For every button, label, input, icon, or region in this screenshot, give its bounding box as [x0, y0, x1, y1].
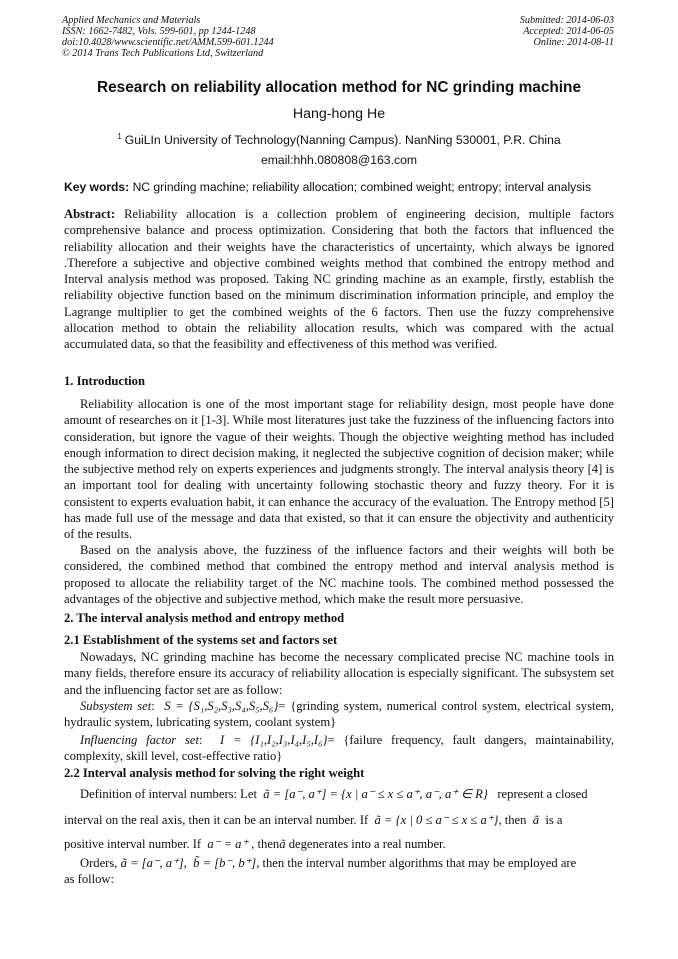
subsystem-label: Subsystem set — [80, 699, 152, 713]
section-1-heading: 1. Introduction — [64, 374, 145, 388]
definition-text-1: Definition of interval numbers: Let — [80, 787, 257, 801]
factor-formula: I = {I₁,I₂,I₃,I₄,I₅,I₆} — [220, 733, 328, 747]
section-1-paragraph-1: Reliability allocation is one of the most important stage for reliability design, most people have done amount of researches on it [1-3]. While most literatures just take the fuzziness of the influencing factors into consideration, but ignore the vague of their weights. Though the objective weighting method has included enough information to direct decision making, it neglected the subjective cognition of decision maker; while the subjective method rely on experts experiences and judgments strongly. The interval analysis theory [4] is an important tool for dealing with uncertainty following stochastic theory and fuzzy theory. For it is consistent to experts evaluation habit, it can enhance the accuracy of the evaluation. The Entropy method [5] has made full use of the message and data that existed, so that it can ensure the objectivity and authenticity of the results. — [64, 397, 614, 542]
author-email[interactable]: email:hhh.080808@163.com — [260, 153, 417, 167]
orders-line-2: as follow: — [64, 872, 115, 886]
orders-formula-a: ã = [a⁻, a⁺] — [120, 856, 184, 870]
submitted-date: Submitted: 2014-06-03 — [519, 15, 614, 26]
journal-issn: ISSN: 1662-7482, Vols. 599-601, pp 1244-1248 — [62, 26, 256, 37]
definition-text-6: positive interval number. If — [64, 837, 202, 851]
journal-doi[interactable]: doi:10.4028/www.scientific.net/AMM.599-601.1244 — [62, 37, 274, 48]
positive-interval-formula: ã = {x | 0 ≤ a⁻ ≤ x ≤ a⁺} — [374, 813, 499, 827]
definition-line-1 — [64, 786, 614, 802]
section-1-paragraph-2: Based on the analysis above, the fuzziness of the influence factors and their weights will both be considered, the combined method that combined the entropy method and interval analysis method is proposed to allocate the reliability target of the NC machine tools. The combined method possessed the advantages of the objective and subjective method, which make the result more persuasive. — [64, 543, 614, 606]
definition-text-4: , then — [498, 813, 527, 827]
definition-text-5: is a — [545, 813, 563, 827]
keywords — [64, 180, 624, 194]
degenerate-formula: a⁻ = a⁺ — [207, 837, 249, 851]
definition-text-2: represent a closed — [497, 787, 588, 801]
section-2-heading: 2. The interval analysis method and entropy method — [64, 611, 345, 625]
affiliation — [40, 132, 638, 147]
factor-text: = {failure frequency, fault dangers, maintainability, complexity, skill level, cost-effective ratio} — [64, 733, 614, 764]
factor-label: Influencing factor set — [80, 733, 199, 747]
orders-separator: , — [183, 856, 187, 870]
accepted-date: Accepted: 2014-06-05 — [523, 26, 614, 37]
definition-text-8: degenerates into a real number. — [288, 837, 446, 851]
journal-header — [62, 15, 274, 59]
orders-text-1: Orders, — [80, 856, 118, 870]
orders-formula-b: b̃ = [b⁻, b⁺] — [193, 856, 257, 870]
affiliation-text: GuiLIn University of Technology(Nanning Campus). NanNing 530001, P.R. China — [124, 133, 561, 147]
subsystem-set: Subsystem set: S = {S₁,S₂,S₃,S₄,S₅,S₆}= {grinding system, numerical control system, electrical system, hydraulic system, lubricating system, coolant system} — [64, 699, 615, 730]
orders-line — [64, 855, 614, 871]
dates-header — [520, 15, 614, 48]
factor-set: Influencing factor set: I = {I₁,I₂,I₃,I₄,I₅,I₆}= {failure frequency, fault dangers, maintainability, complexity, skill level, cost-effective ratio} — [64, 733, 614, 764]
keywords-text: NC grinding machine; reliability allocation; combined weight; entropy; interval analysis — [132, 180, 592, 194]
definition-line-3 — [64, 836, 614, 852]
section-2-2-heading: 2.2 Interval analysis method for solving the right weight — [64, 766, 365, 780]
online-date: Online: 2014-08-11 — [533, 37, 614, 48]
journal-copyright: © 2014 Trans Tech Publications Ltd, Switzerland — [62, 48, 264, 59]
section-2-1-heading: 2.1 Establishment of the systems set and factors set — [64, 633, 338, 647]
a-tilde-symbol: ã — [532, 813, 540, 827]
keywords-label: Key words: — [64, 180, 130, 194]
affiliation-mark: 1 — [117, 132, 122, 141]
a-tilde-symbol-2: ã — [279, 837, 286, 851]
abstract — [64, 206, 614, 353]
subsystem-text: = {grinding system, numerical control system, electrical system, hydraulic system, lubricating system, coolant system} — [64, 699, 615, 730]
section-2-1-paragraph: Nowadays, NC grinding machine has become the necessary complicated precise NC machine tools in many fields, therefore ensure its accuracy of reliability allocation is especially significant. The subsystem set and the influencing factor set are as follow: — [64, 650, 614, 697]
definition-line-2 — [64, 812, 614, 828]
interval-formula: ã = [a⁻, a⁺] = {x | a⁻ ≤ x ≤ a⁺, a⁻, a⁺ ∈ R} — [263, 787, 488, 801]
paper-title: Research on reliability allocation method for NC grinding machine — [96, 79, 582, 96]
author-name: Hang-hong He — [292, 106, 386, 122]
subsystem-formula: S = {S₁,S₂,S₃,S₄,S₅,S₆} — [164, 699, 279, 713]
abstract-text: Reliability allocation is a collection problem of engineering decision, multiple factors comprehensive balance and process optimization. Considering that both the factors that influenced the reliability allocation and their weights have the characteristics of uncertainty, which always be ignored .Therefore a subjective and objective combined weights method that combined the entropy method and Interval analysis method was proposed. Taking NC grinding machine as an example, firstly, establish the reliability objective function based on the minimum discrimination information principle, and employ the Lagrange multiplier to get the combined weights of the 6 factors. Then use the fuzzy comprehensive allocation method to obtain the reliability allocation results, which was compared with the actual accumulated data, so that the feasibility and effectiveness of this method was verified. — [64, 207, 614, 352]
orders-text-2: , then the interval number algorithms that may be employed are — [256, 856, 577, 870]
journal-name: Applied Mechanics and Materials — [62, 15, 201, 26]
definition-text-7: , then — [251, 837, 280, 851]
abstract-label: Abstract: — [64, 207, 116, 221]
definition-text-3: interval on the real axis, then it can be an interval number. If — [64, 813, 369, 827]
